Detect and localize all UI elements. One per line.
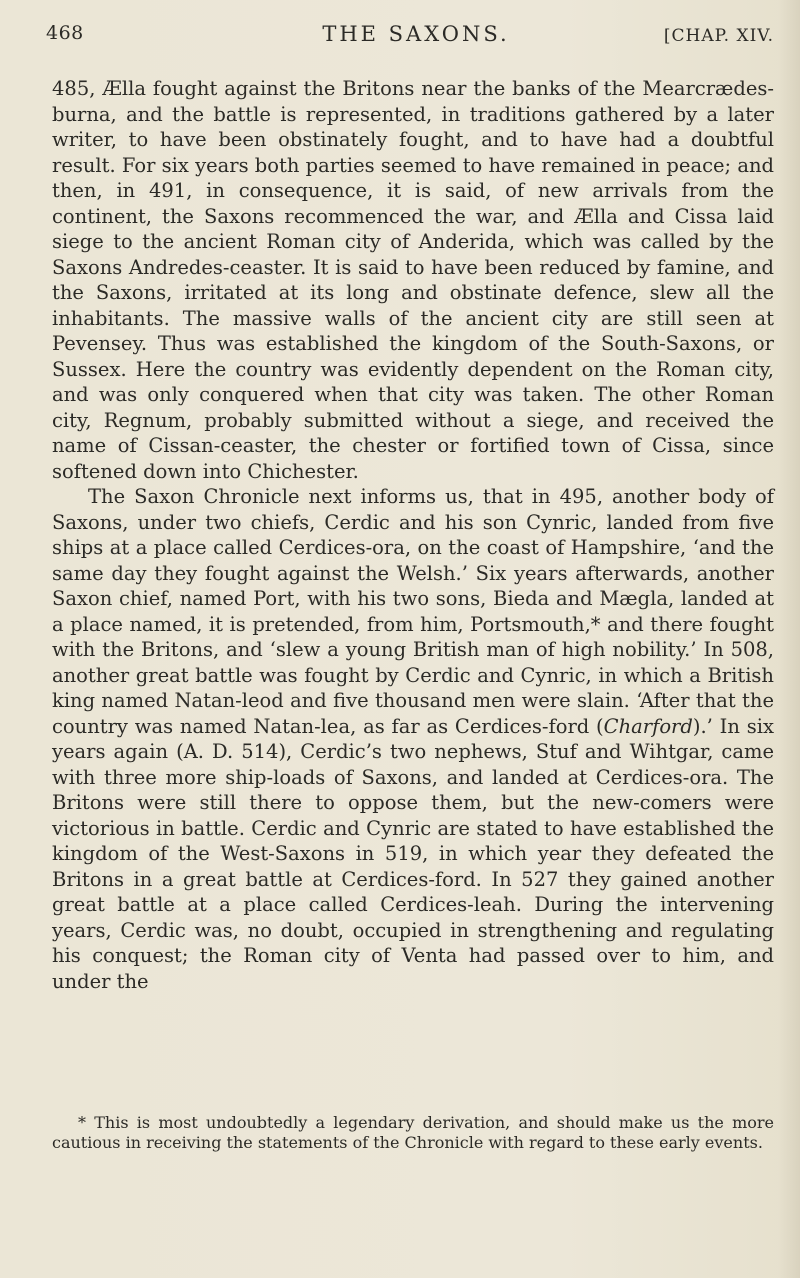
running-head bbox=[46, 14, 786, 54]
page-number: 468 bbox=[46, 22, 84, 44]
paragraph-text-part: 514), Cerdic’s two nephews, Stuf and Wihtgar, came with three more ship-loads of Saxons, and landed at Cerdices-ora. The Britons were still there to oppose them, but the new-comers were victorious in battle. Cerdic and Cynric are stated to have established the kingdom of the West-Saxons in 519, in which year they defeated the Britons in a great battle at Cerdices-ford. In 527 they gained another great battle at a place called Cerdices-leah. During the intervening years, Cerdic was, no doubt, occupied in strengthening and regulating his conquest; the Roman city of Venta had passed over to him, and under the bbox=[52, 740, 774, 993]
footnote-text: * This is most undoubtedly a legendary derivation, and should make us the more cautious in receiving the statements of the Chronicle with regard to these early events. bbox=[52, 1113, 774, 1152]
paragraph-text-part: ).’ In six years again ( bbox=[52, 714, 774, 763]
running-title: THE SAXONS. bbox=[322, 22, 510, 46]
italic-place-name: Charford bbox=[603, 714, 693, 738]
chapter-marker: [CHAP. XIV. bbox=[663, 26, 774, 46]
main-text bbox=[52, 76, 774, 994]
anno-domini-abbrev: A. D. bbox=[183, 740, 234, 763]
paragraph-saxon-chronicle bbox=[52, 484, 774, 994]
paragraph-text-part: The Saxon Chronicle next informs us, that in 495, another body of Saxons, under two chiefs, Cerdic and his son Cynric, landed from five ships at a place called Cerdices-ora, on the coast of Hampshire, ‘and the same day they fought against the Welsh.’ Six years afterwards, another Saxon chief, named Port, with his two sons, Bieda and Mægla, landed at a place named, it is pretended, from him, Portsmouth,* and there fought with the Britons, and ‘slew a young British man of high nobility.’ In 508, another great battle was fought by Cerdic and Cynric, in which a British king named Natan-leod and five thousand men were slain. ‘After that the country was named Natan-lea, as far as Cerdices-ford ( bbox=[52, 485, 774, 738]
paragraph-continuation: 485, Ælla fought against the Britons near the banks of the Mearcrædes-burna, and the battle is represented, in traditions gathered by a later writer, to have been obstinately fought, and to have had a doubtful result. For six years both parties seemed to have remained in peace; and then, in 491, in consequence, it is said, of new arrivals from the continent, the Saxons recommenced the war, and Ælla and Cissa laid siege to the ancient Roman city of Anderida, which was called by the Saxons Andredes-ceaster. It is said to have been reduced by famine, and the Saxons, irritated at its long and obstinate defence, slew all the inhabitants. The massive walls of the ancient city are still seen at Pevensey. Thus was established the kingdom of the South-Saxons, or Sussex. Here the country was evidently dependent on the Roman city, and was only conquered when that city was taken. The other Roman city, Regnum, probably submitted without a siege, and received the name of Cissan-ceaster, the chester or fortified town of Cissa, since softened down into Chichester. bbox=[52, 77, 774, 483]
page-edge-shadow bbox=[778, 0, 800, 1278]
footnote bbox=[52, 1113, 774, 1153]
